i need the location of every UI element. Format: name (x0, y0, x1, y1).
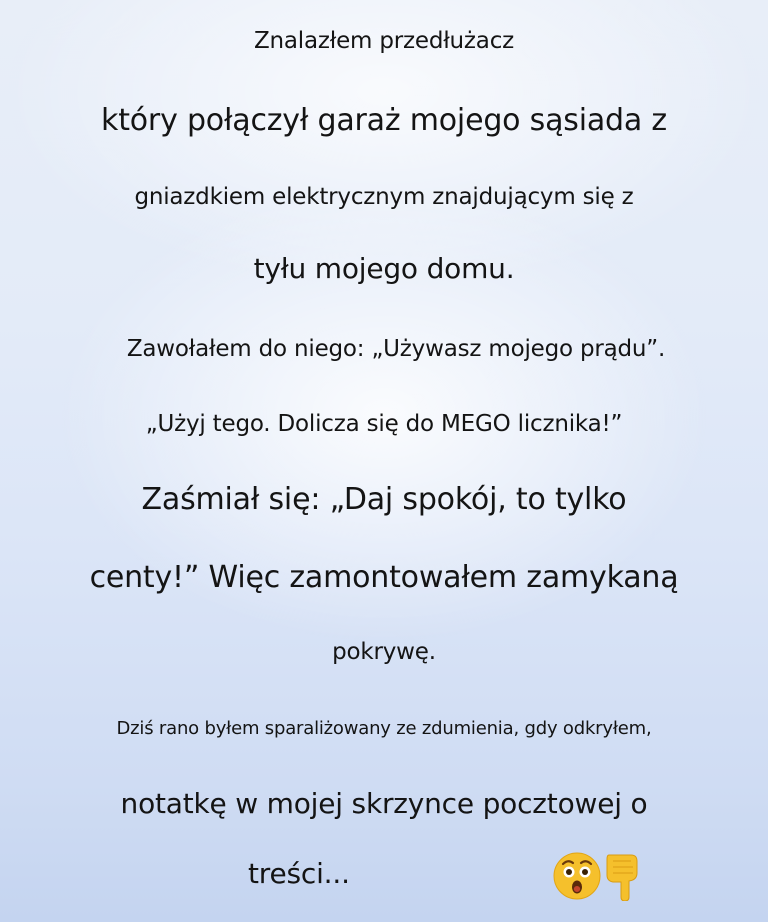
text-line-1: Znalazłem przedłużacz (253, 28, 515, 54)
text-line-11: notatkę w mojej skrzynce pocztowej o (120, 787, 648, 820)
text-line-3: gniazdkiem elektrycznym znajdującym się z (134, 184, 634, 210)
text-line-5: Zawołałem do niego: „Używasz mojego prądu”. (126, 336, 666, 362)
text-line-4: tyłu mojego domu. (253, 252, 515, 285)
text-line-2: który połączył garaż mojego sąsiada z (101, 103, 667, 138)
backhand-index-pointing-down-icon (607, 855, 637, 901)
text-line-6: „Użyj tego. Dolicza się do MEGO licznika!” (145, 411, 623, 437)
emoji-group (553, 851, 653, 901)
text-line-7: Zaśmiał się: „Daj spokój, to tylko (141, 482, 627, 517)
text-line-10: Dziś rano byłem sparaliżowany ze zdumienia, gdy odkryłem, (116, 718, 652, 739)
text-line-12: treści... (248, 857, 350, 890)
text-line-8: centy!” Więc zamontowałem zamykaną (89, 560, 679, 595)
text-line-9: pokrywę. (332, 639, 436, 665)
astonished-face-icon (554, 853, 600, 899)
